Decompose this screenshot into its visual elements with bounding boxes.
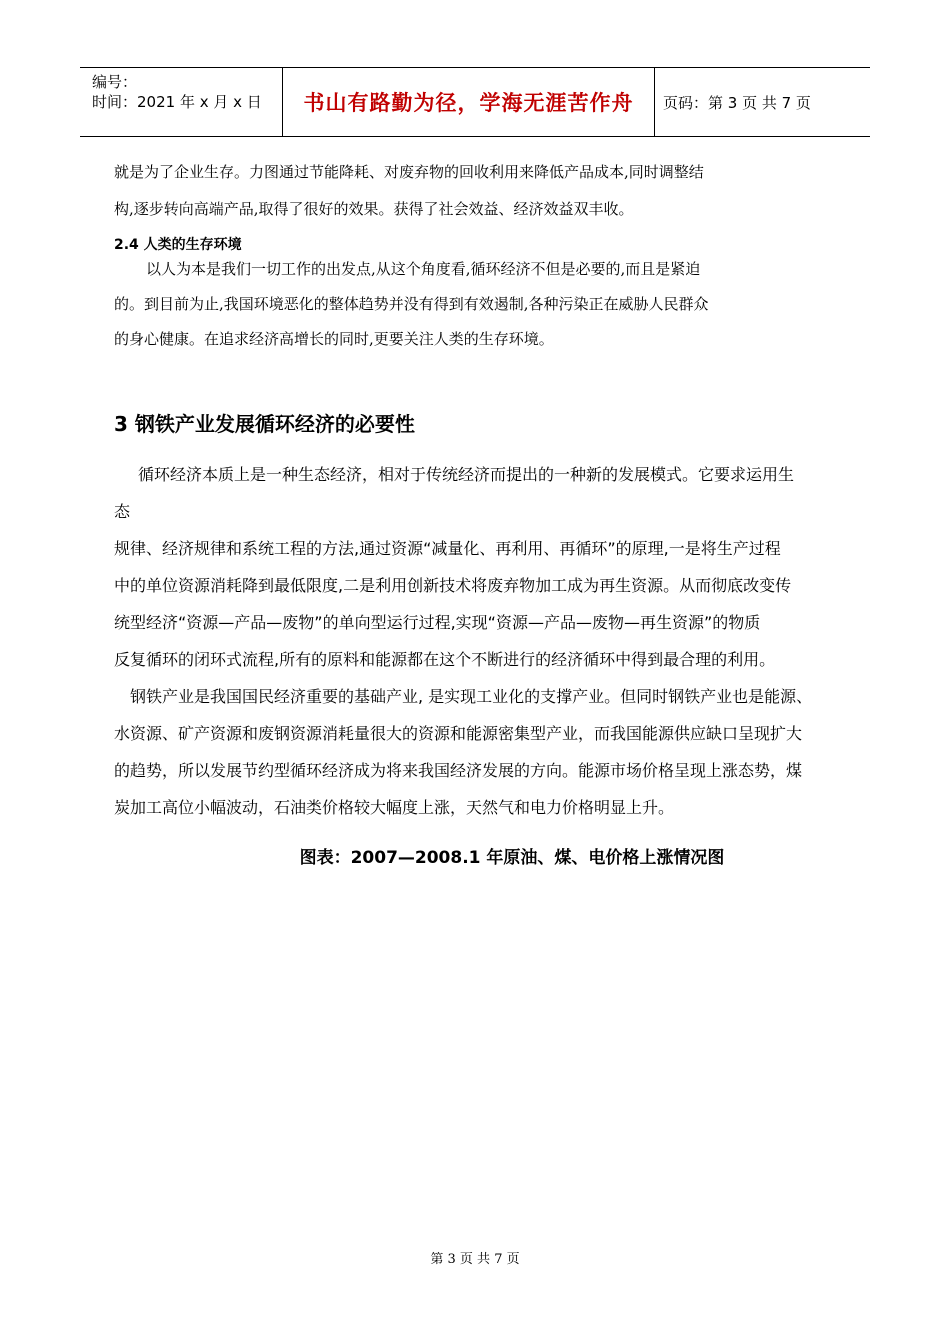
section-3-para-2-line-2	[114, 721, 802, 744]
section-3-para-1-line-3: 规律、经济规律和系统工程的方法,通过资源“减量化、再利用、再循环”的原理,一是将生产过程	[114, 539, 781, 558]
section-3-heading: 3 钢铁产业发展循环经济的必要性	[114, 412, 415, 436]
section-2-4-line-1: 以人为本是我们一切工作的出发点,从这个角度看,循环经济不但是必要的,而且是紧迫	[146, 260, 701, 278]
section-3-para-2-line-4: 炭加工高位小幅波动，石油类价格较大幅度上涨，天然气和电力价格明显上升。	[114, 798, 675, 817]
para-1-line-1-sans: 它要求运用生	[698, 465, 795, 484]
section-3-para-1-line-1	[138, 462, 794, 485]
header-page-info: 页码：第 3 页 共 7 页	[663, 93, 811, 112]
para-2-line-2-serif: 而我国能源供应缺口呈现扩大	[594, 724, 803, 743]
page-footer: 第 3 页 共 7 页	[430, 1252, 520, 1267]
section-2-4-line-2: 的。到目前为止,我国环境恶化的整体趋势并没有得到有效遏制,各种污染正在威胁人民群众	[114, 295, 709, 313]
section-3-para-1-line-6: 反复循环的闭环式流程,所有的原料和能源都在这个不断进行的经济循环中得到最合理的利用。	[114, 650, 776, 669]
figure-caption: 图表：2007—2008.1 年原油、煤、电价格上涨情况图	[299, 848, 725, 868]
section-2-4-line-3: 的身心健康。在追求经济高增长的同时,更要关注人类的生存环境。	[114, 330, 554, 348]
section-3-para-2-line-1: 钢铁产业是我国国民经济重要的基础产业, 是实现工业化的支撑产业。但同时钢铁产业也是能源、	[130, 687, 813, 706]
section-3-para-1-line-5: 统型经济“资源—产品—废物”的单向型运行过程,实现“资源—产品—废物—再生资源”的物质	[114, 613, 761, 632]
section-3-para-1-line-4: 中的单位资源消耗降到最低限度,二是利用创新技术将废弃物加工成为再生资源。从而彻底改变传	[114, 576, 792, 595]
intro-line-1: 就是为了企业生存。力图通过节能降耗、对废弃物的回收利用来降低产品成本,同时调整结	[114, 163, 704, 181]
document-date: 时间：2021 年 x 月 x 日	[92, 93, 262, 111]
header-motto: 书山有路勤为径，学海无涯苦作舟	[283, 68, 655, 136]
para-1-line-1-serif: 循环经济本质上是一种生态经济，相对于传统经济而提出的一种新的发展模式。	[138, 465, 699, 484]
header-meta	[80, 68, 283, 136]
page-header	[80, 67, 870, 137]
section-3-para-2-line-3: 的趋势，所以发展节约型循环经济成为将来我国经济发展的方向。能源市场价格呈现上涨态势，煤	[114, 761, 803, 780]
para-2-line-2-sans: 水资源、矿产资源和废钢资源消耗量很大的资源和能源密集型产业，	[114, 724, 595, 743]
intro-line-2: 构,逐步转向高端产品,取得了很好的效果。获得了社会效益、经济效益双丰收。	[114, 200, 634, 218]
document-number-label: 编号：	[92, 73, 138, 91]
section-2-4-heading: 2.4 人类的生存环境	[114, 237, 242, 253]
section-3-para-1-line-2: 态	[114, 502, 131, 521]
